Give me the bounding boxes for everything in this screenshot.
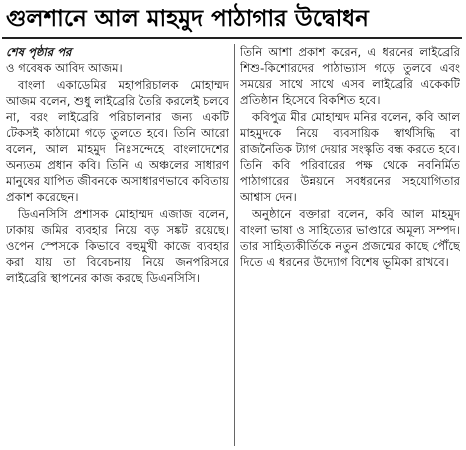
paragraph: কবিপুত্র মীর মোহাম্মদ মনির বলেন, কবি আল মাহমুদকে নিয়ে ব্যবসায়িক স্বার্থসিদ্ধি বা রাজনৈতিক ট্যাগ দেয়ার সংস্কৃতি বন্ধ করতে হবে। তিনি কবি পরিবারের পক্ষ থেকে নবনির্মিত পাঠাগারের উন্নয়নে সবধরনের সহযোগিতার আশ্বাস দেন।: [240, 110, 460, 204]
headline-rule: [2, 37, 462, 39]
column-divider: [234, 44, 235, 446]
paragraph: বাংলা একাডেমির মহাপরিচালক মোহাম্মদ আজম বলেন, শুধু লাইব্রেরি তৈরি করলেই চলবে না, বরং লাইব্রেরি পরিচালনার জন্য একটি টেকসই কাঠামো গড়ে তুলতে হবে। তিনি আরো বলেন, আল মাহমুদ নিঃসন্দেহে বাংলাদেশের অন্যতম প্রধান কবি। তিনি এ অঞ্চলের সাধারণ মানুষের যাপিত জীবনকে অসাধারণভাবে কবিতায় প্রকাশ করেছেন।: [6, 78, 229, 204]
paragraph: তিনি আশা প্রকাশ করেন, এ ধরনের লাইব্রেরি শিশু-কিশোরদের পাঠাভ্যাস গড়ে তুলবে এবং সময়ের সাথে সাথে এসব লাইব্রেরি একেকটি প্রতিষ্ঠান হিসেবে বিকশিত হবে।: [240, 45, 460, 107]
article-headline: গুলশানে আল মাহমুদ পাঠাগার উদ্বোধন: [6, 6, 369, 32]
paragraph: ডিএনসিসি প্রশাসক মোহাম্মদ এজাজ বলেন, ঢাকায় জমির ব্যবহার নিয়ে বড় সঙ্কট রয়েছে। ওপেন স্পেসকে কিভাবে বহুমুখী কাজে ব্যবহার করা যায় তা বিবেচনায় নিয়ে জনপরিসরে লাইব্রেরি স্থাপনের কাজ করছে ডিএনসিসি।: [6, 207, 229, 285]
paragraph: অনুষ্ঠানে বক্তারা বলেন, কবি আল মাহমুদ বাংলা ভাষা ও সাহিত্যের ভাণ্ডারে অমূল্য সম্পদ। তার সাহিত্যকীর্তিকে নতুন প্রজন্মের কাছে পৌঁছে দিতে এ ধরনের উদ্যোগ বিশেষ ভূমিকা রাখবে।: [240, 207, 460, 269]
article-column-left: [6, 44, 229, 448]
paragraph: ও গবেষক আবিদ আজম।: [6, 61, 123, 75]
article-column-right: [240, 44, 460, 448]
continued-label: শেষ পৃষ্ঠার পর: [6, 45, 72, 59]
